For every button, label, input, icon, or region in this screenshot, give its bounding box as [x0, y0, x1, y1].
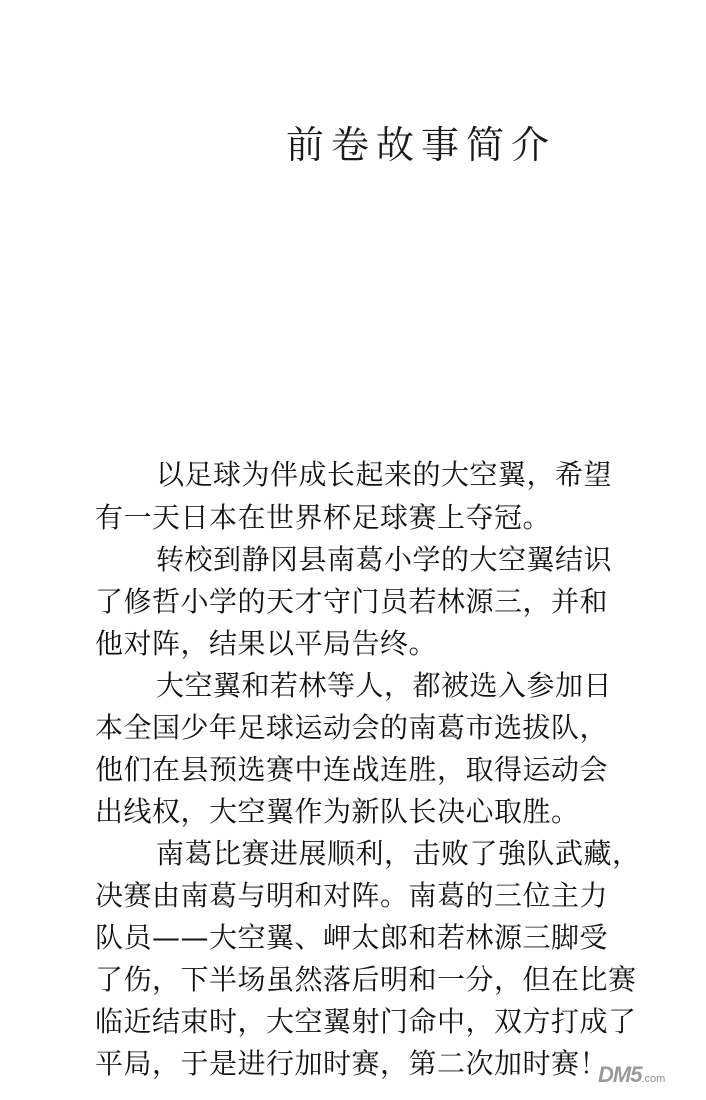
text-line: 大空翼和若林等人，都被选入参加日: [156, 669, 613, 702]
text-line: 转校到静冈县南葛小学的大空翼结识: [156, 543, 613, 576]
text-line: 他对阵，结果以平局告终。: [95, 627, 438, 660]
text-line: 了伤，下半场虽然落后明和一分，但在比赛: [95, 963, 637, 996]
text-line: 他们在县预选赛中连战连胜，取得运动会: [95, 753, 609, 786]
text-line: 队员——大空翼、岬太郎和若林源三脚受: [95, 921, 609, 954]
site-watermark: [598, 1062, 665, 1088]
text-line: 本全国少年足球运动会的南葛市选拔队，: [95, 711, 609, 744]
text-line: 平局，于是进行加时赛，第二次加时赛！: [95, 1047, 609, 1080]
text-line: 出线权，大空翼作为新队长决心取胜。: [95, 795, 580, 828]
page-title: 前卷故事简介: [286, 123, 557, 167]
watermark-brand: DM5: [598, 1062, 642, 1087]
text-line: 有一天日本在世界杯足球赛上夺冠。: [95, 501, 552, 534]
text-line: 了修哲小学的天才守门员若林源三，并和: [95, 585, 609, 618]
watermark-suffix: .com: [641, 1073, 666, 1085]
text-line: 决赛由南葛与明和对阵。南葛的三位主力: [95, 879, 609, 912]
text-line: 南葛比赛进展顺利，击败了強队武藏，: [156, 837, 641, 870]
text-line: 以足球为伴成长起来的大空翼，希望: [156, 458, 613, 491]
text-line: 临近结束时，大空翼射门命中，双方打成了: [95, 1005, 637, 1038]
